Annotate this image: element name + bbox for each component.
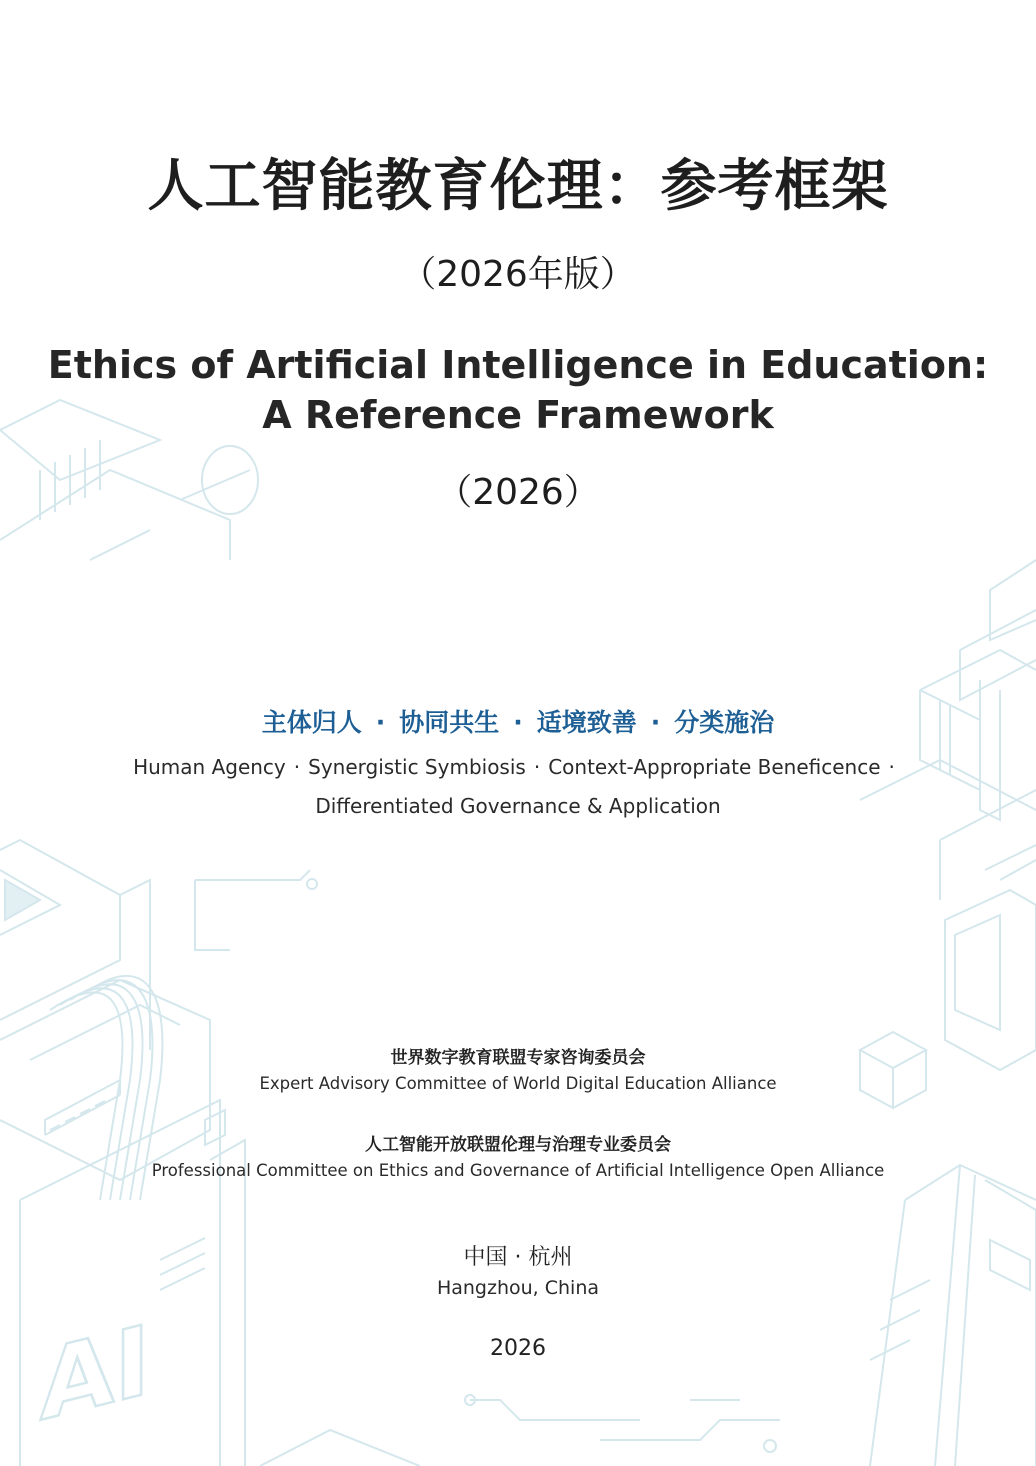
separator-dot: · [375,708,386,737]
organization-1-chinese: 世界数字教育联盟专家咨询委员会 [390,1048,646,1068]
principle-zh: 适境致善 [536,708,637,737]
principle-zh: 主体归人 [261,708,362,737]
separator-dot: · [533,755,541,779]
principles-chinese [0,703,1036,739]
principle-en: Context-Appropriate Beneficence [548,755,881,779]
principle-en: Differentiated Governance & Application [315,794,721,818]
principle-en: Synergistic Symbiosis [308,755,526,779]
principle-zh: 协同共生 [399,708,500,737]
edition-chinese: （2026年版） [400,254,636,295]
title-english-line2: A Reference Framework [262,393,774,437]
place-chinese: 中国 · 杭州 [463,1245,573,1270]
separator-dot: · [513,708,523,737]
separator-dot: · [650,708,661,737]
edition-english: （2026） [436,472,600,513]
organization-2-english: Professional Committee on Ethics and Governance of Artificial Intelligence Open Alliance [151,1161,885,1180]
separator-dot: · [293,755,301,779]
title-english [0,340,1036,440]
principles-english [0,748,1036,826]
principle-en: Human Agency [133,755,286,779]
separator-dot: · [888,755,895,779]
principle-zh: 分类施治 [674,708,775,737]
title-english-line1: Ethics of Artificial Intelligence in Education: [47,343,989,387]
ai-decoration-text: AI [40,1303,151,1443]
title-chinese: 人工智能教育伦理：参考框架 [147,154,889,219]
place-english: Hangzhou, China [436,1277,600,1299]
publication-year: 2026 [490,1336,546,1361]
organization-1-english: Expert Advisory Committee of World Digital Education Alliance [259,1074,777,1093]
organization-2-chinese: 人工智能开放联盟伦理与治理专业委员会 [365,1135,671,1155]
